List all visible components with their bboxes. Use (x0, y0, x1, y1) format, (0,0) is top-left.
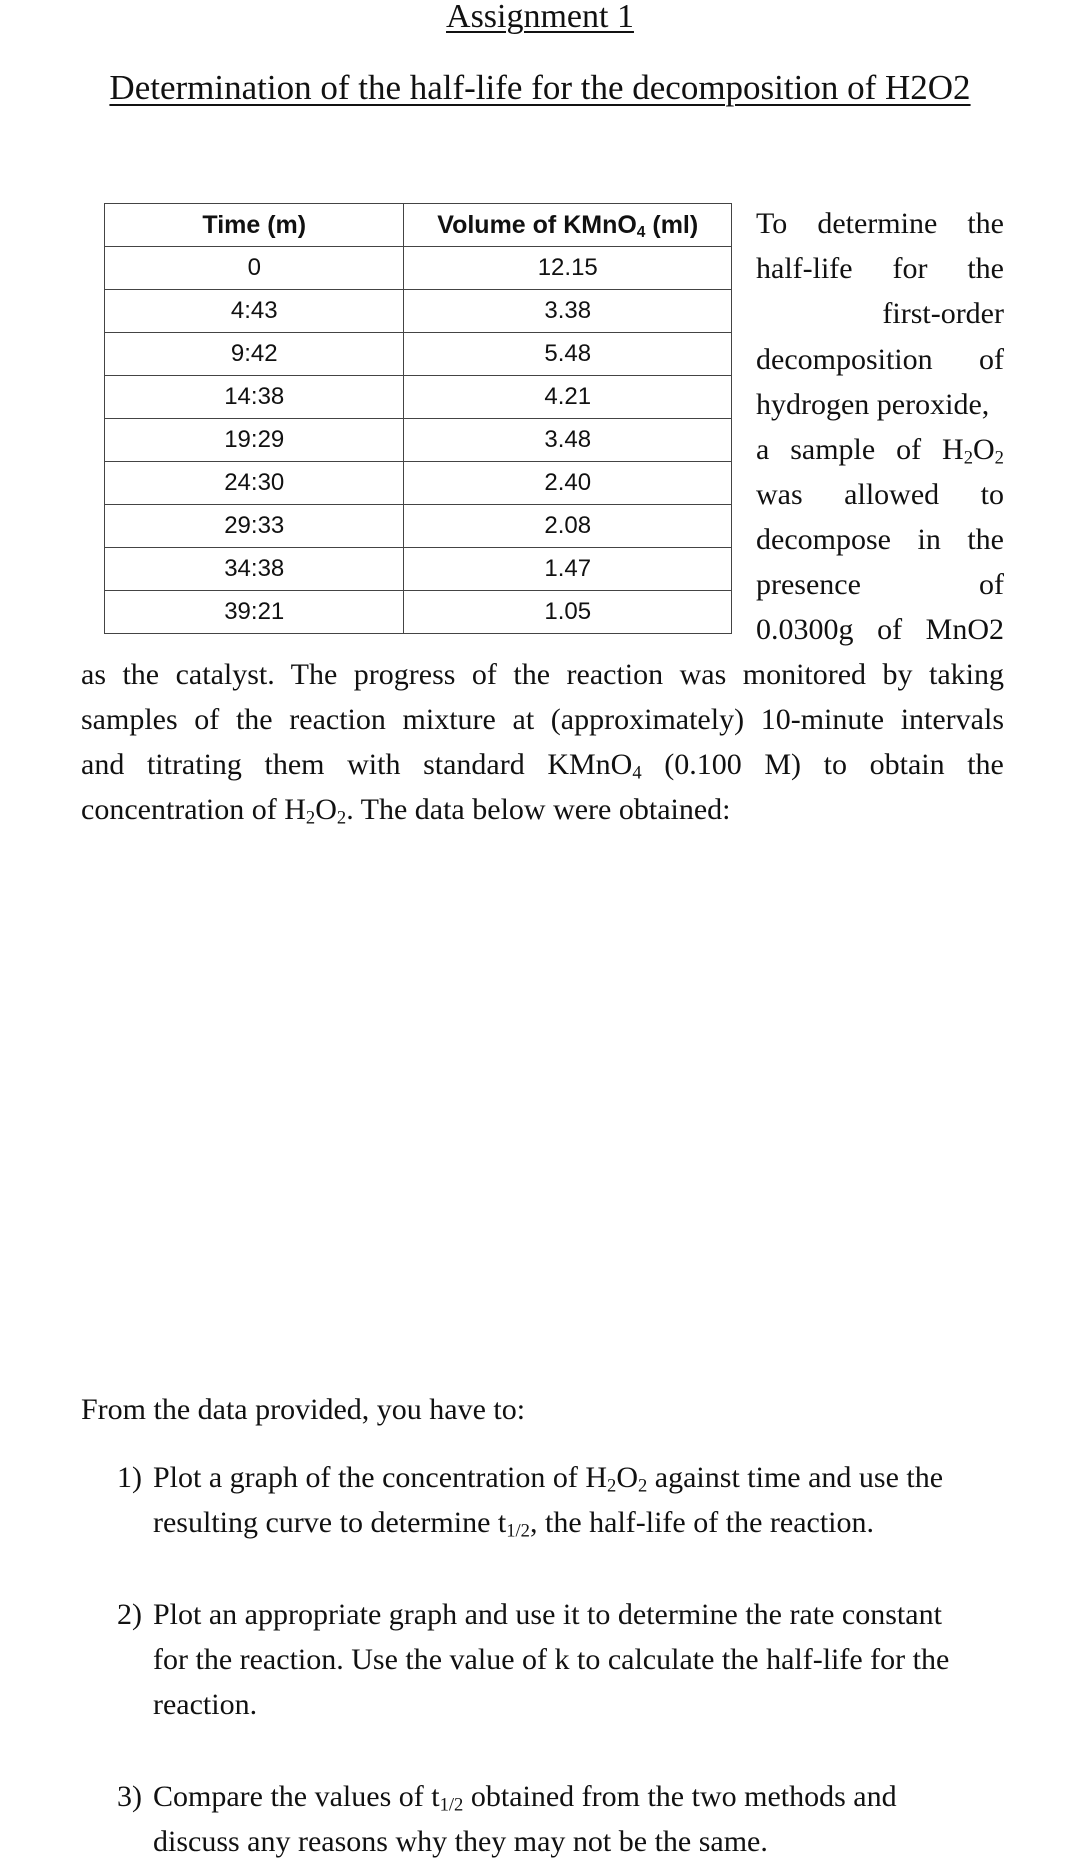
table-row (105, 247, 732, 290)
time-cell: 19:29 (105, 419, 404, 462)
paragraph-line: as the catalyst. The progress of the reaction was monitored by taking (81, 658, 1004, 691)
table-row (105, 290, 732, 333)
side-line: presence of (756, 568, 1004, 601)
volume-cell: 1.47 (404, 548, 732, 591)
table-row (105, 591, 732, 634)
time-cell: 9:42 (105, 333, 404, 376)
column-header-time: Time (m) (105, 204, 404, 247)
table-row (105, 548, 732, 591)
side-line: decomposition of (756, 343, 1004, 376)
task-number: 1) (117, 1461, 142, 1494)
time-cell: 29:33 (105, 505, 404, 548)
task-line: Plot an appropriate graph and use it to determine the rate constant (153, 1598, 942, 1631)
paragraph-line: concentration of $H_2O_2$. The data below were obtained: (81, 793, 731, 829)
table-row (105, 376, 732, 419)
assignment-title: Assignment 1 (446, 0, 634, 35)
task-number: 3) (117, 1780, 142, 1813)
column-header-volume: Volume of KMnO$_4$ (ml) (404, 204, 732, 247)
side-line: first-order (882, 297, 1004, 330)
side-line: half-life for the (756, 252, 1004, 285)
task-line: Compare the values of $t_{1/2}$ obtained from the two methods and (153, 1780, 897, 1816)
page-title: Determination of the half-life for the decomposition of H2O2 (109, 68, 971, 107)
volume-cell: 3.48 (404, 419, 732, 462)
paragraph-line: samples of the reaction mixture at (approximately) 10-minute intervals (81, 703, 1004, 736)
volume-cell: 12.15 (404, 247, 732, 290)
task-line: resulting curve to determine $t_{1/2}$, the half-life of the reaction. (153, 1506, 874, 1542)
task-number: 2) (117, 1598, 142, 1631)
side-line: decompose in the (756, 523, 1004, 556)
table-row (105, 505, 732, 548)
time-cell: 4:43 (105, 290, 404, 333)
table-row (105, 419, 732, 462)
side-line: was allowed to (756, 478, 1004, 511)
volume-cell: 1.05 (404, 591, 732, 634)
time-cell: 14:38 (105, 376, 404, 419)
task-line: reaction. (153, 1688, 258, 1721)
side-line: 0.0300g of MnO2 (756, 613, 1004, 646)
volume-cell: 3.38 (404, 290, 732, 333)
time-cell: 0 (105, 247, 404, 290)
table-row (105, 462, 732, 505)
volume-cell: 2.08 (404, 505, 732, 548)
side-line: hydrogen peroxide, (756, 388, 990, 421)
side-line: To determine the (756, 207, 1004, 240)
paragraph-line: and titrating them with standard KMnO$_4$ (0.100 M) to obtain the (81, 748, 1004, 784)
time-cell: 34:38 (105, 548, 404, 591)
task-line: Plot a graph of the concentration of $H_2O_2$ against time and use the (153, 1461, 944, 1497)
tasks-intro: From the data provided, you have to: (81, 1393, 526, 1426)
side-line: a sample of $H_2O_2$ (756, 433, 1004, 469)
volume-cell: 4.21 (404, 376, 732, 419)
table-row (105, 333, 732, 376)
task-line: discuss any reasons why they may not be the same. (153, 1825, 768, 1858)
volume-cell: 5.48 (404, 333, 732, 376)
titration-data-table (104, 203, 732, 634)
volume-cell: 2.40 (404, 462, 732, 505)
time-cell: 39:21 (105, 591, 404, 634)
table-header-row (105, 204, 732, 247)
time-cell: 24:30 (105, 462, 404, 505)
task-line: for the reaction. Use the value of k to calculate the half-life for the (153, 1643, 950, 1676)
